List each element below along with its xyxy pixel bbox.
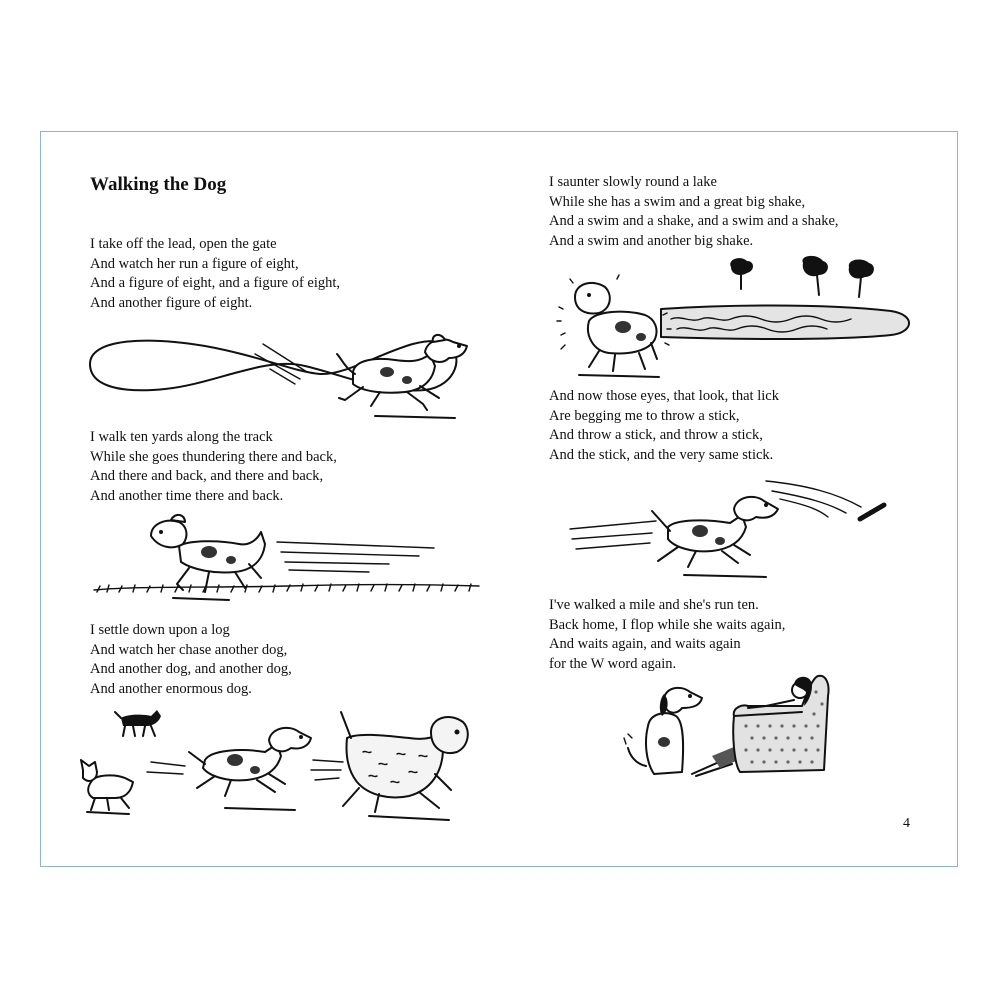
stanza-1 [90,235,340,313]
stanza-line: I saunter slowly round a lake [549,174,717,190]
stanza-6 [549,596,785,674]
stanza-line: And a figure of eight, and a figure of eight, [90,275,341,291]
poem-title: Walking the Dog [90,174,227,195]
tree-icon [730,256,874,297]
stanza-line: And a swim and a shake, and a swim and a shake, [549,213,839,229]
stanza-2 [90,428,337,506]
stanza-line: And another dog, and another dog, [90,661,292,677]
stanza-line: I take off the lead, open the gate [90,236,277,252]
stanza-line: And now those eyes, that look, that lick [549,388,779,404]
stanza-line: And waits again, and waits again [549,636,741,652]
stanza-line: And another figure of eight. [90,294,253,311]
stanza-line: And a swim and another big shake. [549,232,754,249]
stanza-line: And another enormous dog. [90,680,252,697]
stanza-line: Back home, I flop while she waits again, [549,616,786,633]
figure-eight-dog-illustration [85,324,460,419]
stanza-line: And throw a stick, and throw a stick, [549,427,763,443]
page-number: 4 [903,816,910,831]
stanza-3 [90,621,292,699]
stanza-line: for the W word again. [549,655,677,672]
book-page [40,131,958,867]
stanza-line: While she has a swim and a great big shake, [549,193,806,210]
chase-dogs-illustration [75,702,455,822]
home-dog-armchair-illustration [616,672,831,777]
stanza-line: I settle down upon a log [90,622,230,638]
stanza-line: And watch her run a figure of eight, [90,255,299,272]
stanza-line: And another time there and back. [90,487,284,504]
stanza-line: And there and back, and there and back, [90,468,324,484]
stanza-line: Are begging me to throw a stick, [549,407,740,424]
stanza-4 [549,173,839,251]
lake-dog-illustration [541,257,916,372]
stanza-line: And the stick, and the very same stick. [549,446,774,463]
stick-dog-illustration [566,477,896,582]
stanza-line: I've walked a mile and she's run ten. [549,597,759,613]
track-dog-illustration [89,512,484,604]
stanza-line: I walk ten yards along the track [90,429,273,445]
stanza-5 [549,387,779,465]
stanza-line: While she goes thundering there and back, [90,448,337,465]
stanza-line: And watch her chase another dog, [90,641,288,658]
